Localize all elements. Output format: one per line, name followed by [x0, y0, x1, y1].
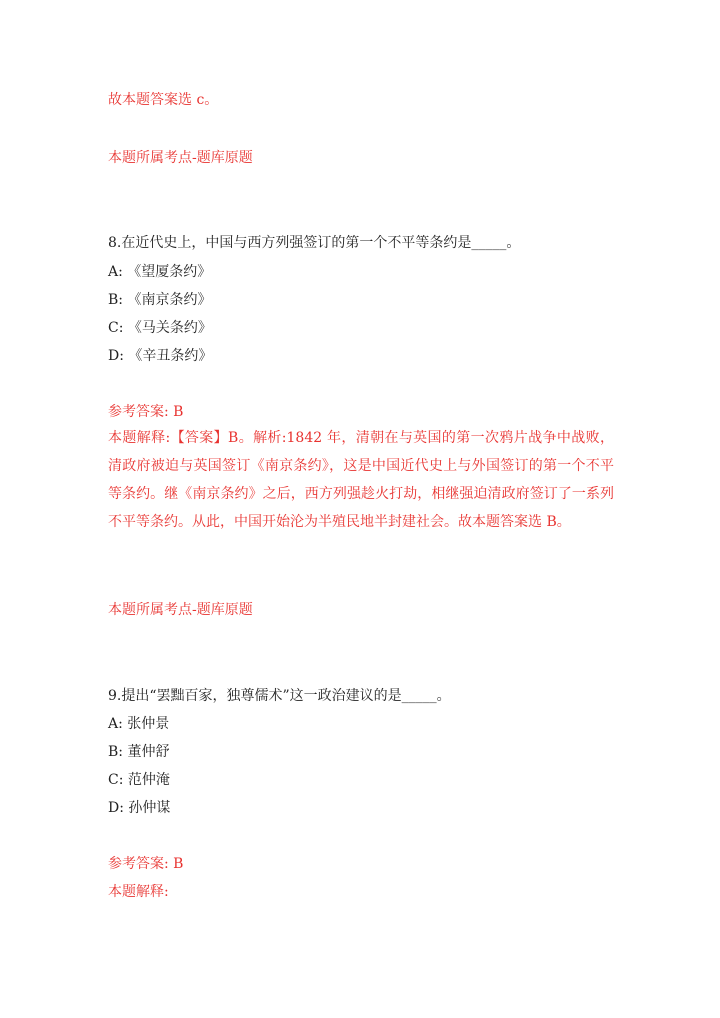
q9-answer: 参考答案: B	[108, 856, 184, 872]
q8-option-b: B: 《南京条约》	[108, 292, 212, 308]
prev-answer-note: 故本题答案选 c。	[108, 92, 219, 108]
q8-option-d: D: 《辛丑条约》	[108, 348, 213, 364]
q9-question: 9.提出“罢黜百家，独尊儒术”这一政治建议的是_____。	[108, 688, 451, 704]
q8-source: 本题所属考点-题库原题	[108, 602, 253, 618]
q8-option-c: C: 《马关条约》	[108, 320, 212, 336]
q9-option-b: B: 董仲舒	[108, 744, 170, 760]
q9-option-d: D: 孙仲谋	[108, 800, 171, 816]
q8-answer: 参考答案: B	[108, 404, 184, 420]
prev-source: 本题所属考点-题库原题	[108, 150, 253, 166]
q9-option-a: A: 张仲景	[108, 716, 170, 732]
q9-explanation-label: 本题解释:	[108, 884, 169, 900]
q8-explanation: 本题解释:【答案】B。解析:1842 年，清朝在与英国的第一次鸦片战争中战败，清政府被迫与英国签订《南京条约》，这是中国近代史上与外国签订的第一个不平等条约。继《南京条约》之后，西方列强趁火打劫，相继强迫清政府签订了一系列不平等条约。从此，中国开始沦为半殖民地半封建社会。故本题答案选 B。	[108, 430, 614, 530]
q8-question: 8.在近代史上，中国与西方列强签订的第一个不平等条约是_____。	[108, 235, 521, 251]
q9-option-c: C: 范仲淹	[108, 772, 170, 788]
q8-option-a: A: 《望厦条约》	[108, 264, 212, 280]
